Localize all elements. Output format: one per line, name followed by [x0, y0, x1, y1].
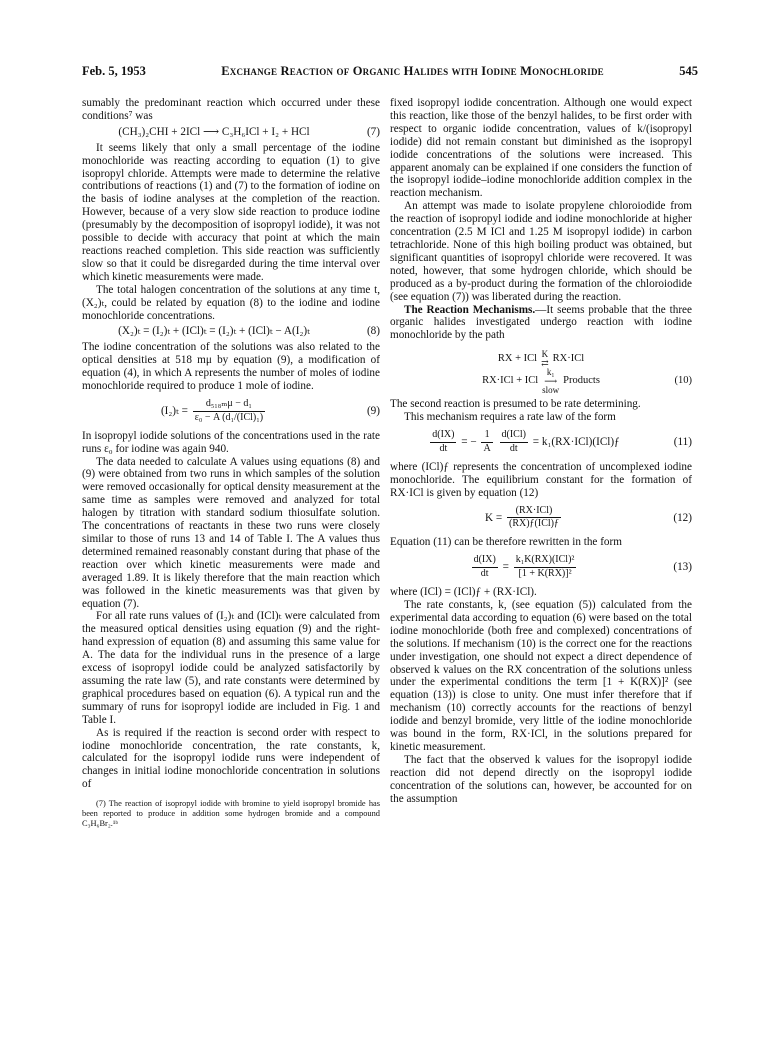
mechanism-reactants: RX·ICl + ICl: [482, 374, 539, 386]
paragraph: The rate constants, k, (see equation (5)) calculated from the experimental data according to equation (6) were based on the total iodine monochloride (both free and complexed) concentrations of the solutions. If mechanism (10) is the correct one for the reactions under investigation, one should not expect a direct dependence of observed k values on the RX concentration of the solutions unless under the experimental conditions the term [1 + K(RX)]² (see equation (13)) is close to unity. One must infer therefore that if mechanism (10) correctly accounts for the reactions of benzyl iodide and benzyl bromide, very little of the iodine monochloride was bound in the form, RX·ICl, in the solutions prepared for kinetic measurement.: [390, 599, 692, 753]
forward-arrow: [542, 368, 559, 395]
equation-fraction: [514, 554, 577, 581]
mechanism-product: RX·ICl: [552, 352, 585, 364]
equation-body: [390, 505, 658, 532]
equation-number: (10): [674, 374, 692, 386]
header-date: Feb. 5, 1953: [82, 64, 146, 78]
equation-12: [390, 505, 692, 532]
fraction-numerator: k₁K(RX)(ICl)²: [514, 554, 577, 568]
fraction-denominator: dt: [480, 568, 489, 580]
paragraph: It seems likely that only a small percentage of the iodine monochloride was reacting according to equation (1) to give isopropyl chloride. Attempts were made to determine the relative contributions of reactions (1) and (7) to the formation of iodine on the basis of iodine analyses at the completion of the reaction. However, because of a very slow side reaction to produce iodine (presumably by the decomposition of isopropyl iodide), it was not possible to decide with accuracy that point at which the main reactions reached completion. This side reaction was sufficiently slow so that it could be disregarded during the time interval over which kinetic measurements were made.: [82, 141, 380, 283]
footnote: (7) The reaction of isopropyl iodide with bromine to yield isopropyl bromide has been reported to produce in addition some hydrogen bromide and a compound C₃H₆Br₂.¹ᵇ: [82, 799, 380, 829]
fraction-denominator: dt: [509, 442, 518, 454]
mechanism-10: [390, 348, 692, 395]
paragraph: In isopropyl iodide solutions of the concentrations used in the rate runs ε₀ for iodine was again 940.: [82, 429, 380, 455]
equation-lhs: K =: [485, 511, 503, 524]
equation-number: (7): [366, 125, 380, 138]
paragraph: This mechanism requires a rate law of the form: [404, 411, 616, 424]
equation-fraction: [472, 554, 498, 581]
equation-body: [390, 554, 658, 581]
fraction-numerator: d(IX): [430, 429, 456, 443]
equation-body: [82, 398, 346, 425]
paragraph: where (ICl) = (ICl)ƒ + (RX·ICl).: [390, 586, 537, 599]
section-text: —It seems probable that the three organic halides investigated undergo reaction with iodine monochloride by the path: [390, 303, 692, 342]
arrow-label: K: [541, 349, 549, 360]
paragraph: The total halogen concentration of the solutions at any time t, (X₂)ₜ, could be related by equation (8) to the iodine and iodine monochloride concentrations.: [82, 283, 380, 322]
equation-9: [82, 398, 380, 425]
equation-number: (9): [366, 404, 380, 417]
equation-fraction: [430, 429, 456, 456]
fraction-denominator: (RX)ƒ(ICl)ƒ: [508, 518, 559, 530]
paragraph: The second reaction is presumed to be rate determining.: [390, 398, 641, 411]
fraction-numerator: d(ICl): [500, 429, 528, 443]
equation-8: [82, 325, 380, 338]
paragraph: sumably the predominant reaction which occurred under these conditions⁷ was: [82, 97, 380, 122]
fraction-numerator: 1: [481, 429, 492, 443]
header-running-title: Exchange Reaction of Organic Halides with Iodine Monochloride: [221, 64, 604, 78]
fraction-numerator: d(IX): [472, 554, 498, 568]
equation-number: (13): [673, 561, 692, 574]
fraction-denominator: dt: [439, 442, 448, 454]
page-header: [82, 64, 698, 82]
paragraph: The fact that the observed k values for the isopropyl iodide reaction did not depend directly on the isopropyl iodide concentration of the solutions can, however, be accounted for on the assumption: [390, 753, 692, 805]
fraction-denominator: A: [483, 442, 491, 454]
equation-body: (CH₃)₂CHI + 2ICl ⟶ C₃H₆ICl + I₂ + HCl: [118, 125, 310, 138]
equation-fraction: [500, 429, 528, 456]
mechanism-step-1: [390, 348, 692, 370]
equation-rhs: = k₁(RX·ICl)(ICl)ƒ: [532, 436, 620, 449]
fraction-denominator: ε₀ − A (d₁/(ICl)₁): [194, 411, 264, 423]
equation-13: [390, 554, 692, 581]
equation-number: (12): [673, 511, 692, 524]
paragraph: [390, 304, 692, 343]
paragraph: fixed isopropyl iodide concentration. Although one would expect this reaction, like those of the benzyl halides, to be first order with respect to organic iodide concentration, values of k/(isopropyl iodide) did not remain constant but diminished as the isopropyl iodide concentrations of the solutions were increased. This apparent anomaly can be explained if one considers the function of the isopropyl iodide–iodine monochloride addition complex in the reaction mechanism.: [390, 97, 692, 200]
mechanism-product: Products: [563, 374, 600, 386]
paragraph: As is required if the reaction is second order with respect to iodine monochloride concentration, the rate constants, k, calculated for the isopropyl iodide runs were independent of changes in initial iodine monochloride concentration in solutions of: [82, 726, 380, 791]
arrow-label: k₁: [546, 366, 555, 377]
equation-fraction: [193, 398, 265, 425]
right-arrow-icon: ⟶: [544, 375, 558, 386]
equation-7: [82, 126, 380, 139]
equation-operator: = −: [461, 436, 477, 449]
equation-fraction: [507, 505, 561, 532]
mechanism-reactants: RX + ICl: [497, 352, 538, 364]
left-column: [82, 97, 380, 829]
equation-lhs: (I₂)ₜ =: [160, 404, 188, 417]
paragraph: Equation (11) can be therefore rewritten in the form: [390, 536, 622, 549]
arrow-sublabel: slow: [542, 384, 560, 395]
section-heading: The Reaction Mechanisms.: [404, 303, 536, 316]
fraction-numerator: (RX·ICl): [507, 505, 561, 519]
equilibrium-arrow-icon: ⇄: [541, 358, 549, 369]
equation-body: (X₂)ₜ = (I₂)ₜ + (ICl)ₜ = (I₂)ₜ + (ICl)ₜ − A(I₂)ₜ: [118, 325, 310, 338]
paragraph: The iodine concentration of the solutions was also related to the optical densities at 518 mμ by equation (9), a modification of equation (4), in which A represents the number of moles of iodine monochloride required to produce 1 mole of iodine.: [82, 341, 380, 393]
equation-body: [390, 429, 658, 456]
equation-number: (8): [366, 325, 380, 338]
paragraph: where (ICl)ƒ represents the concentration of uncomplexed iodine monochloride. The equilibrium constant for the formation of RX·ICl is given by equation (12): [390, 460, 692, 499]
equation-number: (11): [673, 435, 692, 448]
paragraph: For all rate runs values of (I₂)ₜ and (ICl)ₜ were calculated from the measured optical densities using equation (9) and the right-hand expression of equation (8) and assuming this same value for A. The data for the individual runs in the presence of a large excess of isopropyl iodide could be analyzed satisfactorily by assuming the rate law (5), and rate constants were determined by graphical procedures based on equation (6). A typical run and the summary of runs for isopropyl iodide are included in Fig. 1 and Table I.: [82, 610, 380, 726]
equation-fraction: [481, 429, 492, 456]
fraction-numerator: d₅₁₈ₘμ − d₁: [193, 398, 265, 412]
right-column: [390, 97, 692, 806]
mechanism-step-2: [390, 366, 692, 395]
equation-11: [390, 429, 692, 456]
fraction-denominator: [1 + K(RX)]²: [518, 568, 572, 580]
equation-operator: =: [502, 561, 509, 574]
paragraph: The data needed to calculate A values using equations (8) and (9) were obtained from two runs in which samples of the solution were removed occasionally for optical density measurement at the same time as samples were removed and analyzed for total halogen by titration with standard sodium thiosulfate solution. The concentrations of reactants in these two runs were closely similar to those of runs 13 and 14 of Table I. The A values thus determined remained reasonably constant during that phase of the reaction over which kinetic measurements were made and averaged 1.89. It is likely therefore that the main reaction which was followed in the kinetic measurements was that given by equation (7).: [82, 455, 380, 610]
equilibrium-arrow: [541, 350, 549, 368]
paragraph: An attempt was made to isolate propylene chloroiodide from the reaction of isopropyl iodide and iodine monochloride at higher concentration (2.5 M ICl and 1.25 M isopropyl iodide) in carbon tetrachloride. None of this high boiling product was obtained, but significant quantities of isopropyl chloride were recovered. It was noted, however, that some hydrogen chloride, which should be produced as a by-product during the formation of the chloroiodide (see equation (7)) was liberated during the reaction.: [390, 200, 692, 303]
header-page-number: 545: [679, 64, 698, 78]
